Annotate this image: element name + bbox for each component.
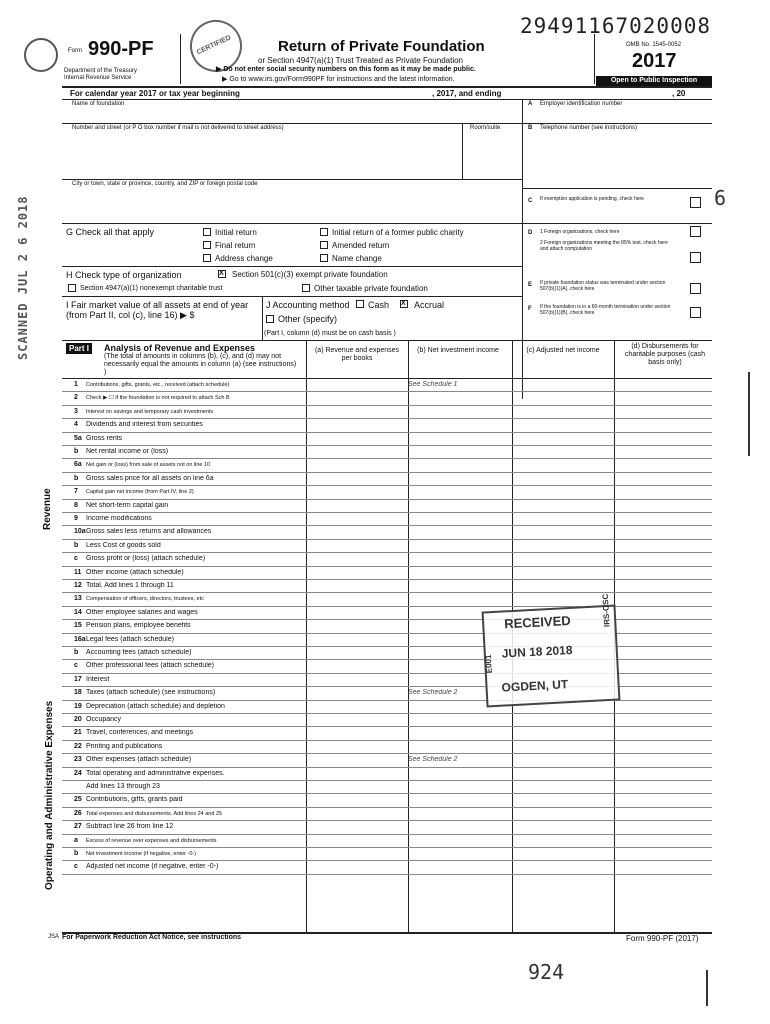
expenses-side-label: Operating and Administrative Expenses: [44, 700, 55, 890]
line-number: 27: [74, 823, 82, 831]
line-description: Pension plans, employee benefits: [86, 622, 191, 630]
foundation-name-label: Name of foundation: [72, 101, 125, 107]
line-number: 13: [74, 595, 82, 603]
cash-checkbox[interactable]: [356, 300, 364, 308]
table-row: [70, 500, 712, 511]
terminated-status-checkbox[interactable]: [690, 283, 701, 294]
line-number: 11: [74, 568, 82, 576]
line-description: Legal fees (attach schedule): [86, 635, 174, 643]
accrual-label: Accrual: [414, 300, 445, 310]
line-number: 4: [74, 421, 78, 429]
line-description: Interest: [86, 675, 110, 683]
table-row: [70, 741, 712, 752]
table-row: [70, 526, 712, 537]
handwritten-page-number: 924: [528, 960, 565, 984]
table-row: [70, 540, 712, 551]
line-number: 16a: [74, 635, 86, 643]
table-row: [70, 392, 712, 403]
line-description: Total expenses and disbursements. Add lines 24 and 25: [86, 810, 223, 817]
table-row: [70, 794, 712, 805]
ssn-notice: ▶ Do not enter social security numbers on this form as it may be made public.: [216, 66, 476, 73]
form-label: Form: [68, 48, 82, 54]
address-change-checkbox[interactable]: [203, 254, 211, 262]
line-description: Depreciation (attach schedule) and depletion: [86, 702, 225, 710]
name-change-checkbox[interactable]: [320, 254, 328, 262]
line-number: c: [74, 863, 78, 871]
cash-label: Cash: [368, 300, 390, 310]
line-number: 23: [74, 756, 82, 764]
line-description: Less Cost of goods sold: [86, 541, 161, 549]
line-description: Net rental income or (loss): [86, 448, 169, 455]
line-description: Check ▶ ☐ if the foundation is not required to attach Sch B: [86, 395, 230, 402]
line-description: Capital gain net income (from Part IV, line 2): [86, 489, 194, 496]
line-description: Other income (attach schedule): [86, 568, 184, 576]
col-c-header: (c) Adjusted net income: [526, 347, 600, 354]
department-label: Department of the Treasury: [64, 68, 138, 74]
line-description: Income modifications: [86, 515, 152, 522]
line-number: b: [74, 541, 79, 549]
line-number: b: [74, 448, 79, 455]
line-description: Compensation of officers, directors, trustees, etc: [86, 596, 204, 603]
line-description: Gross profit or (loss) (attach schedule): [86, 555, 206, 563]
h-org-type-label: H Check type of organization: [66, 270, 182, 280]
line-number: b: [74, 474, 79, 482]
i-fmv-label: I Fair market value of all assets at end of year (from Part II, col (c), line 16) ▶ $: [66, 300, 249, 320]
city-label: City or town, state or province, country, and ZIP or foreign postal code: [72, 181, 258, 187]
line-number: b: [74, 649, 79, 656]
other-method-checkbox[interactable]: [266, 315, 274, 323]
line-description: Interest on savings and temporary cash investments: [86, 408, 214, 415]
foreign-org-label: 1 Foreign organizations, check here: [540, 229, 620, 235]
line-number: 1: [74, 381, 78, 388]
line-number: 2: [74, 394, 78, 402]
line-description: Contributions, gifts, grants paid: [86, 796, 183, 804]
revenue-side-label: Revenue: [42, 488, 53, 530]
table-row: [70, 580, 712, 591]
initial-return-label: Initial return: [215, 228, 257, 237]
col-a-header: (a) Revenue and expenses per books: [314, 347, 400, 362]
footer-form-ref: Form 990-PF (2017): [626, 934, 699, 943]
table-row: [70, 459, 712, 470]
foreign-org-checkbox[interactable]: [690, 226, 701, 237]
line-number: 21: [74, 729, 82, 737]
col-b-value: See Schedule 1: [408, 381, 458, 388]
room-suite-label: Room/suite: [470, 125, 501, 131]
line-number: 24: [74, 769, 82, 777]
margin-pen-mark-bottom: [706, 970, 708, 1006]
line-number: 25: [74, 796, 82, 804]
g-check-label: G Check all that apply: [66, 227, 155, 237]
accrual-check-mark: X: [401, 300, 406, 307]
line-description: Contributions, gifts, grants, etc., received (attach schedule): [86, 382, 230, 388]
line-description: Subtract line 26 from line 12: [86, 823, 174, 831]
line-number: 6a: [74, 461, 82, 469]
row-divider: [62, 874, 712, 875]
part1-note: (The total of amounts in columns (b), (c), and (d) may not necessarily equal the amounts in column (a) (see instructions) ): [104, 353, 297, 376]
line-description: Other employee salaries and wages: [86, 608, 198, 616]
table-row: [70, 406, 712, 417]
sixty-month-checkbox[interactable]: [690, 307, 701, 318]
line-number: 12: [74, 582, 82, 589]
line-description: Accounting fees (attach schedule): [86, 649, 192, 656]
line-number: 5a: [74, 434, 82, 442]
line-number: c: [74, 662, 78, 670]
line-number: 19: [74, 702, 82, 710]
amended-return-label: Amended return: [332, 241, 390, 250]
table-row: [70, 473, 712, 484]
line-number: 3: [74, 407, 78, 415]
j-accounting-label: J Accounting method: [266, 300, 350, 310]
form-number: 990-PF: [88, 38, 154, 60]
part1-title: Analysis of Revenue and Expenses: [104, 343, 256, 353]
table-row: [70, 446, 712, 457]
initial-return-checkbox[interactable]: [203, 228, 211, 236]
line-description: Dividends and interest from securities: [86, 421, 203, 429]
table-row: [70, 835, 712, 846]
col-b-header: (b) Net investment income: [417, 347, 499, 354]
other-taxable-checkbox[interactable]: [302, 284, 310, 292]
table-row: [70, 714, 712, 725]
line-description: Printing and publications: [86, 742, 163, 750]
table-row: [70, 808, 712, 819]
line-description: Net gain or (loss) from sale of assets not on line 10: [86, 462, 211, 469]
line-description: Net short-term capital gain: [86, 501, 169, 509]
line-description: Net investment income (if negative, enter -0-): [86, 851, 197, 857]
line-description: Travel, conferences, and meetings: [86, 729, 194, 737]
line-number: 20: [74, 716, 82, 723]
cash-basis-note: (Part I, column (d) must be on cash basis ): [264, 330, 396, 337]
table-row: [70, 768, 712, 779]
other-method-label: Other (specify): [278, 314, 338, 324]
line-description: Gross rents: [86, 434, 123, 442]
line-number: 14: [74, 608, 82, 616]
line-description: Other professional fees (attach schedule): [86, 662, 215, 670]
line-number: 22: [74, 742, 82, 750]
line-number: c: [74, 555, 78, 563]
name-change-label: Name change: [332, 254, 382, 263]
col-b-value: See Schedule 2: [408, 689, 458, 697]
omb-number: OMB No. 1545-0052: [626, 42, 682, 48]
certified-circle-stamp: CERTIFIED: [181, 11, 250, 80]
501c3-check-mark: X: [219, 270, 224, 277]
table-row: [70, 486, 712, 497]
4947-checkbox[interactable]: [68, 284, 76, 292]
line-description: Other expenses (attach schedule): [86, 756, 192, 764]
final-return-checkbox[interactable]: [203, 241, 211, 249]
table-row: [70, 727, 712, 738]
table-row: [70, 821, 712, 832]
document-locator-number: 29491167020008: [520, 14, 712, 38]
line-description: Adjusted net income (if negative, enter -0-): [86, 863, 219, 871]
table-row: [70, 848, 712, 859]
handwritten-six: 6: [714, 186, 727, 210]
line-number: 9: [74, 515, 78, 522]
sixty-month-label: If the foundation is in a 60-month termination under section 507(b)(1)(B), check here: [540, 304, 671, 316]
former-public-charity-label: Initial return of a former public charity: [332, 228, 464, 237]
line-number: 7: [74, 488, 78, 496]
line-description: Gross sales price for all assets on line 6a: [86, 474, 214, 482]
calendar-year-line: For calendar year 2017 or tax year beginning: [70, 89, 240, 98]
501c3-label: Section 501(c)(3) exempt private foundation: [232, 270, 388, 279]
table-row: [70, 419, 712, 430]
part1-label: Part I: [66, 343, 92, 354]
line-description: Taxes (attach schedule) (see instructions): [86, 689, 216, 697]
table-row: [70, 567, 712, 578]
line-number: 8: [74, 501, 78, 509]
4947-label: Section 4947(a)(1) nonexempt charitable trust: [80, 285, 223, 292]
line-number: 17: [74, 675, 82, 683]
table-row: [70, 513, 712, 524]
line-number: 15: [74, 622, 82, 630]
col-d-header: (d) Disbursements for charitable purposes (cash basis only): [624, 343, 706, 366]
street-label: Number and street (or P O box number if mail is not delivered to street address): [72, 125, 284, 131]
ein-label: Employer identification number: [540, 101, 623, 107]
line-description: Total. Add lines 1 through 11: [86, 582, 174, 589]
line-description: Occupancy: [86, 716, 122, 723]
col-b-value: See Schedule 2: [408, 756, 458, 764]
form-title: Return of Private Foundation: [278, 38, 485, 55]
exemption-pending-checkbox[interactable]: [690, 197, 701, 208]
open-public-banner: Open to Public Inspection: [596, 76, 712, 86]
foreign-85-label: 2 Foreign organizations meeting the 85% test, check here and attach computation: [540, 240, 668, 252]
other-taxable-label: Other taxable private foundation: [314, 284, 428, 293]
margin-pen-mark: [748, 372, 750, 456]
table-row: [70, 861, 712, 872]
scanned-stamp: SCANNED JUL 2 6 2018: [16, 195, 30, 360]
table-row: [70, 433, 712, 444]
foreign-85-checkbox[interactable]: [690, 252, 701, 263]
form-subtitle: or Section 4947(a)(1) Trust Treated as Private Foundation: [258, 56, 463, 65]
table-row: [70, 701, 712, 712]
table-row: [70, 754, 712, 765]
line-description: Gross sales less returns and allowances: [86, 528, 212, 536]
irs-logo-seal: [24, 38, 58, 72]
line-number: b: [74, 850, 79, 857]
line-number: a: [74, 836, 78, 844]
jsa-label: JSA: [48, 934, 60, 940]
line-description: Total operating and administrative expenses.: [86, 769, 225, 777]
terminated-status-label: If private foundation status was terminated under section 507(b)(1)(A), check here: [540, 280, 666, 292]
calendar-mid: , 2017, and ending: [432, 89, 502, 98]
address-change-label: Address change: [215, 254, 273, 263]
paperwork-notice: For Paperwork Reduction Act Notice, see instructions: [62, 934, 242, 941]
table-row: [70, 593, 712, 604]
irs-label: Internal Revenue Service: [64, 75, 132, 81]
table-row: [70, 379, 712, 390]
line-number: 26: [74, 809, 82, 817]
amended-return-checkbox[interactable]: [320, 241, 328, 249]
exemption-pending-label: If exemption application is pending, check here: [540, 196, 644, 202]
table-row: [70, 781, 712, 792]
line-description: Add lines 13 through 23: [86, 783, 160, 790]
phone-label: Telephone number (see instructions): [540, 125, 638, 131]
line-description: Excess of revenue over expenses and disbursements: [86, 837, 217, 844]
received-stamp: RECEIVED JUN 18 2018 OGDEN, UT IRS-OSC E001: [482, 605, 621, 708]
line-number: 18: [74, 689, 82, 697]
former-public-charity-checkbox[interactable]: [320, 228, 328, 236]
final-return-label: Final return: [215, 241, 256, 250]
line-number: 10a: [74, 528, 86, 536]
tax-year: 2017: [632, 50, 677, 72]
instructions-notice: ▶ Go to www.irs.gov/Form990PF for instructions and the latest information.: [222, 76, 455, 83]
calendar-end: , 20: [672, 89, 686, 98]
table-row: [70, 553, 712, 564]
